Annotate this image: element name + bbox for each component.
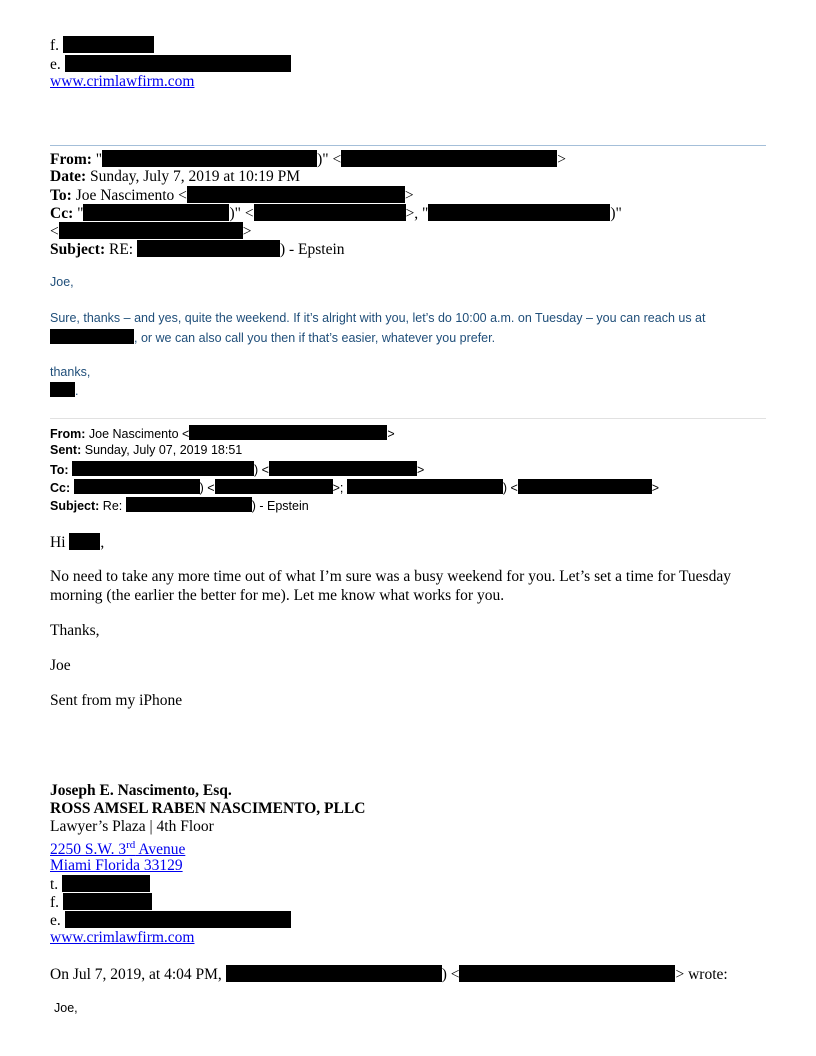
- text: , or we can also call you then if that’s easier, whatever you prefer.: [134, 331, 496, 345]
- redaction-block: [269, 461, 417, 476]
- email1-cc-line2: [50, 222, 252, 241]
- email2-sent-line: [50, 443, 242, 457]
- email-prefix: e.: [50, 56, 61, 73]
- text: >;: [332, 481, 344, 495]
- redaction-block: [226, 965, 442, 982]
- text: >: [404, 187, 414, 204]
- redaction-block: [518, 479, 652, 494]
- redaction-block: [347, 479, 503, 494]
- text: t.: [50, 876, 59, 893]
- text: ) <: [254, 463, 269, 477]
- redaction-block: [189, 425, 387, 440]
- separator-line: [50, 145, 766, 146]
- redaction-block: [254, 204, 406, 221]
- text: )" <: [317, 151, 342, 168]
- text: >: [387, 427, 395, 441]
- email2-cc-line: [50, 479, 659, 495]
- text: ) - Epstein: [251, 499, 309, 513]
- redaction-block: [215, 479, 333, 494]
- from-label: From:: [50, 151, 92, 168]
- email2-to-line: [50, 461, 424, 477]
- redaction-block: [137, 240, 280, 257]
- text: ) <: [199, 481, 215, 495]
- redaction-block: [341, 150, 557, 167]
- text: ) - Epstein: [279, 241, 345, 258]
- text: )" <: [229, 205, 254, 222]
- signature-website-line: [50, 929, 194, 947]
- street-address-link[interactable]: [50, 841, 185, 858]
- redaction-block: [63, 893, 152, 910]
- text: >: [416, 463, 425, 477]
- text: RE:: [108, 241, 134, 258]
- signature-tel-line: [50, 875, 150, 894]
- redaction-block: [65, 911, 291, 928]
- date-label: Date:: [50, 168, 87, 185]
- quoted-greeting: Joe,: [54, 1001, 78, 1015]
- top-email-line: [50, 55, 291, 74]
- text: ,: [100, 534, 105, 551]
- text: .: [75, 384, 79, 398]
- text: On Jul 7, 2019, at 4:04 PM,: [50, 966, 222, 983]
- from-label: From:: [50, 427, 86, 441]
- redaction-block: [62, 875, 150, 892]
- top-fax-line: [50, 36, 154, 55]
- redaction-block: [74, 479, 200, 494]
- email2-body-line1: No need to take any more time out of what I’m sure was a busy weekend for you. Let’s set a time for Tuesday: [50, 568, 731, 585]
- email1-cc-line: [50, 204, 622, 223]
- top-website-line: [50, 73, 194, 91]
- redaction-block: [459, 965, 675, 982]
- to-label: To:: [50, 463, 69, 477]
- text: ": [77, 205, 84, 222]
- cc-label: Cc:: [50, 205, 74, 222]
- email1-subject-line: [50, 240, 345, 259]
- text: ROSS AMSEL RABEN NASCIMENTO, PLLC: [50, 800, 366, 817]
- text: <: [50, 223, 59, 240]
- email1-signature: [50, 382, 78, 398]
- email2-from-line: [50, 425, 395, 441]
- email1-greeting: Joe,: [50, 275, 74, 289]
- text: ": [95, 151, 103, 168]
- signature-city: [50, 857, 183, 875]
- text: ) <: [502, 481, 518, 495]
- redaction-block: [50, 382, 75, 397]
- email2-name: Joe: [50, 657, 71, 674]
- email1-body-line1: Sure, thanks – and yes, quite the weekend. If it’s alright with you, let’s do 10:00 a.m. on Tuesday – you can reach us at: [50, 311, 706, 325]
- redaction-block: [65, 55, 291, 72]
- text: 2250 S.W. 3: [50, 841, 127, 859]
- email2-subject-line: [50, 497, 309, 513]
- text: > wrote:: [675, 966, 728, 983]
- website-link[interactable]: www.crimlawfirm.com: [50, 929, 195, 946]
- text: e.: [50, 912, 61, 929]
- text: Joe Nascimento <: [88, 427, 190, 441]
- email1-from-line: [50, 150, 566, 169]
- email1-date-line: [50, 168, 300, 186]
- email1-to-line: [50, 186, 414, 205]
- redaction-block: [428, 204, 610, 221]
- email2-body-line2: morning (the earlier the better for me). Let me know what works for you.: [50, 587, 505, 604]
- signature-firm: [50, 800, 365, 818]
- email1-body-line2: [50, 329, 495, 345]
- signature-name: [50, 782, 232, 800]
- redaction-block: [83, 204, 229, 221]
- city-link[interactable]: Miami Florida 33129: [50, 857, 183, 874]
- text: f.: [50, 894, 60, 911]
- text: Avenue: [135, 841, 186, 859]
- text: >: [242, 223, 252, 240]
- separator-line: [50, 418, 766, 419]
- signature-fax-line: [50, 893, 152, 912]
- email2-greeting: [50, 533, 104, 552]
- text: >, ": [405, 205, 429, 222]
- text: ) <: [441, 966, 460, 983]
- fax-prefix: f.: [50, 37, 60, 54]
- text: Hi: [50, 534, 66, 551]
- date-value: Sunday, July 7, 2019 at 10:19 PM: [90, 168, 301, 185]
- email2-thanks: Thanks,: [50, 622, 100, 639]
- redaction-block: [187, 186, 405, 203]
- email1-signoff: thanks,: [50, 365, 91, 379]
- text: >: [557, 151, 566, 168]
- sent-value: Sunday, July 07, 2019 18:51: [84, 443, 243, 457]
- signature-email-line: [50, 911, 291, 930]
- quoted-intro-line: [50, 965, 728, 984]
- website-link[interactable]: www.crimlawfirm.com: [50, 73, 195, 90]
- redaction-block: [126, 497, 252, 512]
- subject-label: Subject:: [50, 499, 100, 513]
- to-label: To:: [50, 187, 72, 204]
- text: rd: [126, 839, 136, 851]
- redaction-block: [69, 533, 100, 550]
- signature-building: Lawyer’s Plaza | 4th Floor: [50, 818, 214, 835]
- redaction-block: [50, 329, 134, 344]
- text: Re:: [102, 499, 123, 513]
- redaction-block: [72, 461, 254, 476]
- text: Joseph E. Nascimento, Esq.: [50, 782, 232, 799]
- redaction-block: [59, 222, 243, 239]
- email2-sent-from: Sent from my iPhone: [50, 692, 183, 709]
- subject-label: Subject:: [50, 241, 106, 258]
- text: )": [610, 205, 622, 222]
- text: >: [651, 481, 660, 495]
- redaction-block: [102, 150, 317, 167]
- redaction-block: [63, 36, 154, 53]
- sent-label: Sent:: [50, 443, 82, 457]
- cc-label: Cc:: [50, 481, 71, 495]
- to-value: Joe Nascimento <: [75, 187, 187, 204]
